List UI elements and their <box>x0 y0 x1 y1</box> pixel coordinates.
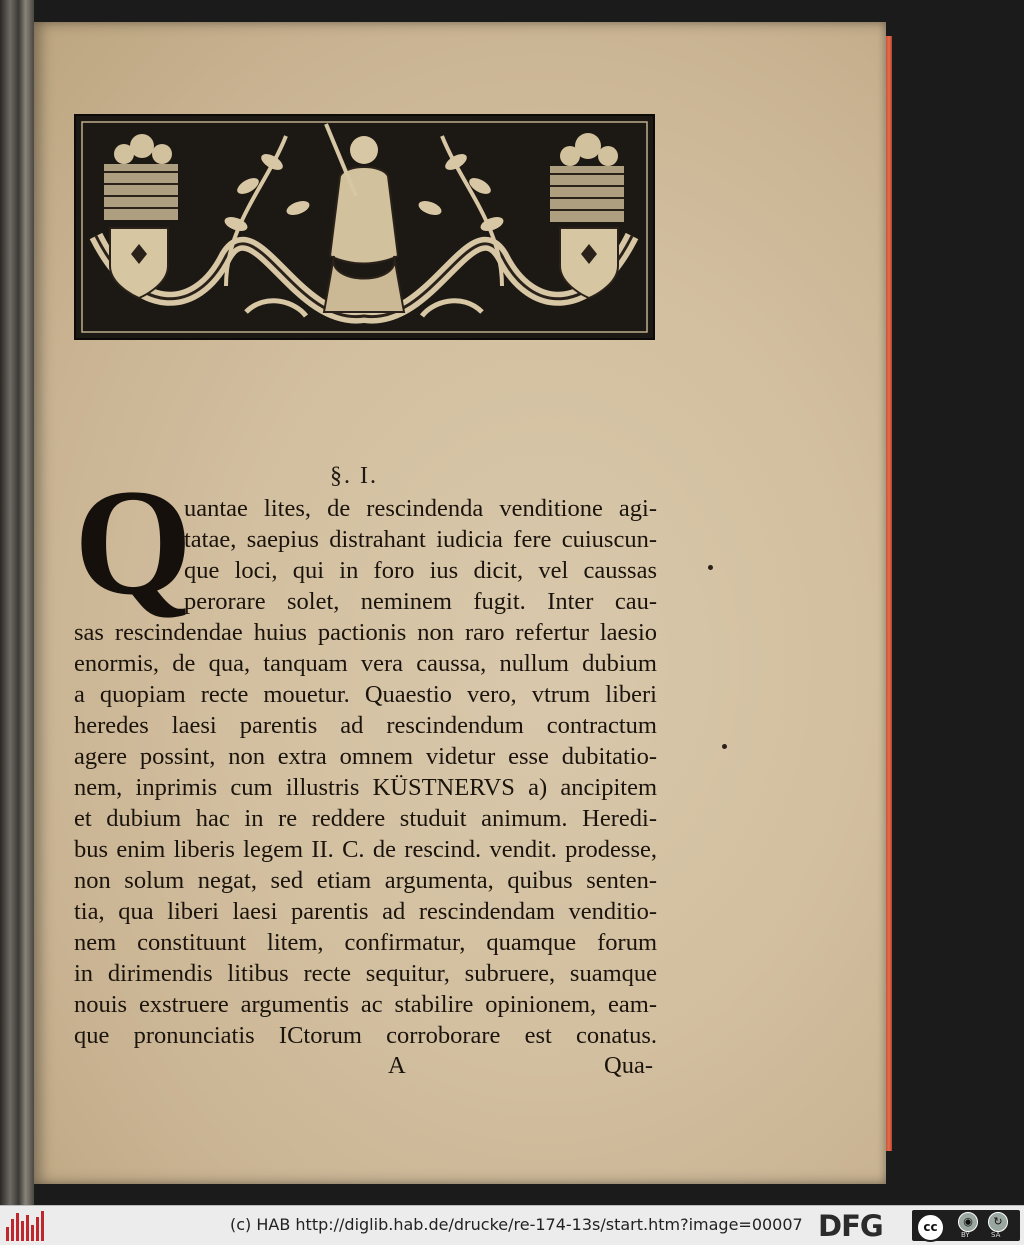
text-line: enormis, de qua, tanquam vera caussa, nullum dubium <box>74 650 657 677</box>
text-line: que loci, qui in foro ius dicit, vel caussas <box>184 557 657 584</box>
text-line: uantae lites, de rescindenda venditione agi- <box>184 495 657 522</box>
text-line: tia, qua liberi laesi parentis ad rescindendam venditio- <box>74 898 657 925</box>
text-line: bus enim liberis legem II. C. de rescind. vendit. prodesse, <box>74 836 657 863</box>
text-line: perorare solet, neminem fugit. Inter cau- <box>184 588 657 615</box>
text-line: agere possint, non extra omnem videtur esse dubitatio- <box>74 743 657 770</box>
text-line: a quopiam recte mouetur. Quaestio vero, vtrum liberi <box>74 681 657 708</box>
by-attribution-icon: ◉ <box>958 1212 978 1232</box>
text-line: heredes laesi parentis ad rescindendum contractum <box>74 712 657 739</box>
cc-license-icon: cc <box>916 1213 945 1242</box>
text-line: sas rescindendae huius pactionis non raro refertur laesio <box>74 619 657 646</box>
catchword: Qua- <box>604 1052 653 1079</box>
book-page <box>34 22 886 1184</box>
signature-mark: A <box>388 1052 406 1079</box>
text-line: nem constituunt litem, confirmatur, quamque forum <box>74 929 657 956</box>
drop-capital: Q <box>74 458 193 626</box>
text-line: non solum negat, sed etiam argumenta, quibus senten- <box>74 867 657 894</box>
text-line: et dubium hac in re reddere studuit animum. Heredi- <box>74 805 657 832</box>
by-label: BY <box>961 1231 970 1239</box>
section-heading: §. I. <box>330 463 378 489</box>
text-line: que pronunciatis ICtorum corroborare est conatus. <box>74 1022 657 1049</box>
text-line: tatae, saepius distrahant iudicia fere cuiuscun- <box>184 526 657 553</box>
cc-license-badge[interactable] <box>912 1210 1020 1241</box>
text-line: in dirimendis litibus recte sequitur, subruere, suamque <box>74 960 657 987</box>
viewer-footer <box>0 1205 1024 1245</box>
share-alike-icon: ↻ <box>988 1212 1008 1232</box>
woodcut-headpiece <box>74 114 655 340</box>
sa-label: SA <box>991 1231 1001 1239</box>
page-fore-edge <box>886 36 892 1151</box>
text-line: nouis exstruere argumentis ac stabilire opinionem, eam- <box>74 991 657 1018</box>
paper-speck <box>708 565 713 570</box>
text-line: nem, inprimis cum illustris KÜSTNERVS a) ancipitem <box>74 774 657 801</box>
paper-speck <box>722 744 727 749</box>
dfg-logo[interactable]: DFG <box>818 1209 883 1243</box>
woodcut-illustration <box>76 116 653 338</box>
copyright-link[interactable]: (c) HAB http://diglib.hab.de/drucke/re-174-13s/start.htm?image=00007 <box>230 1215 803 1234</box>
hab-logo-icon[interactable] <box>6 1211 46 1241</box>
book-binding <box>0 0 34 1205</box>
